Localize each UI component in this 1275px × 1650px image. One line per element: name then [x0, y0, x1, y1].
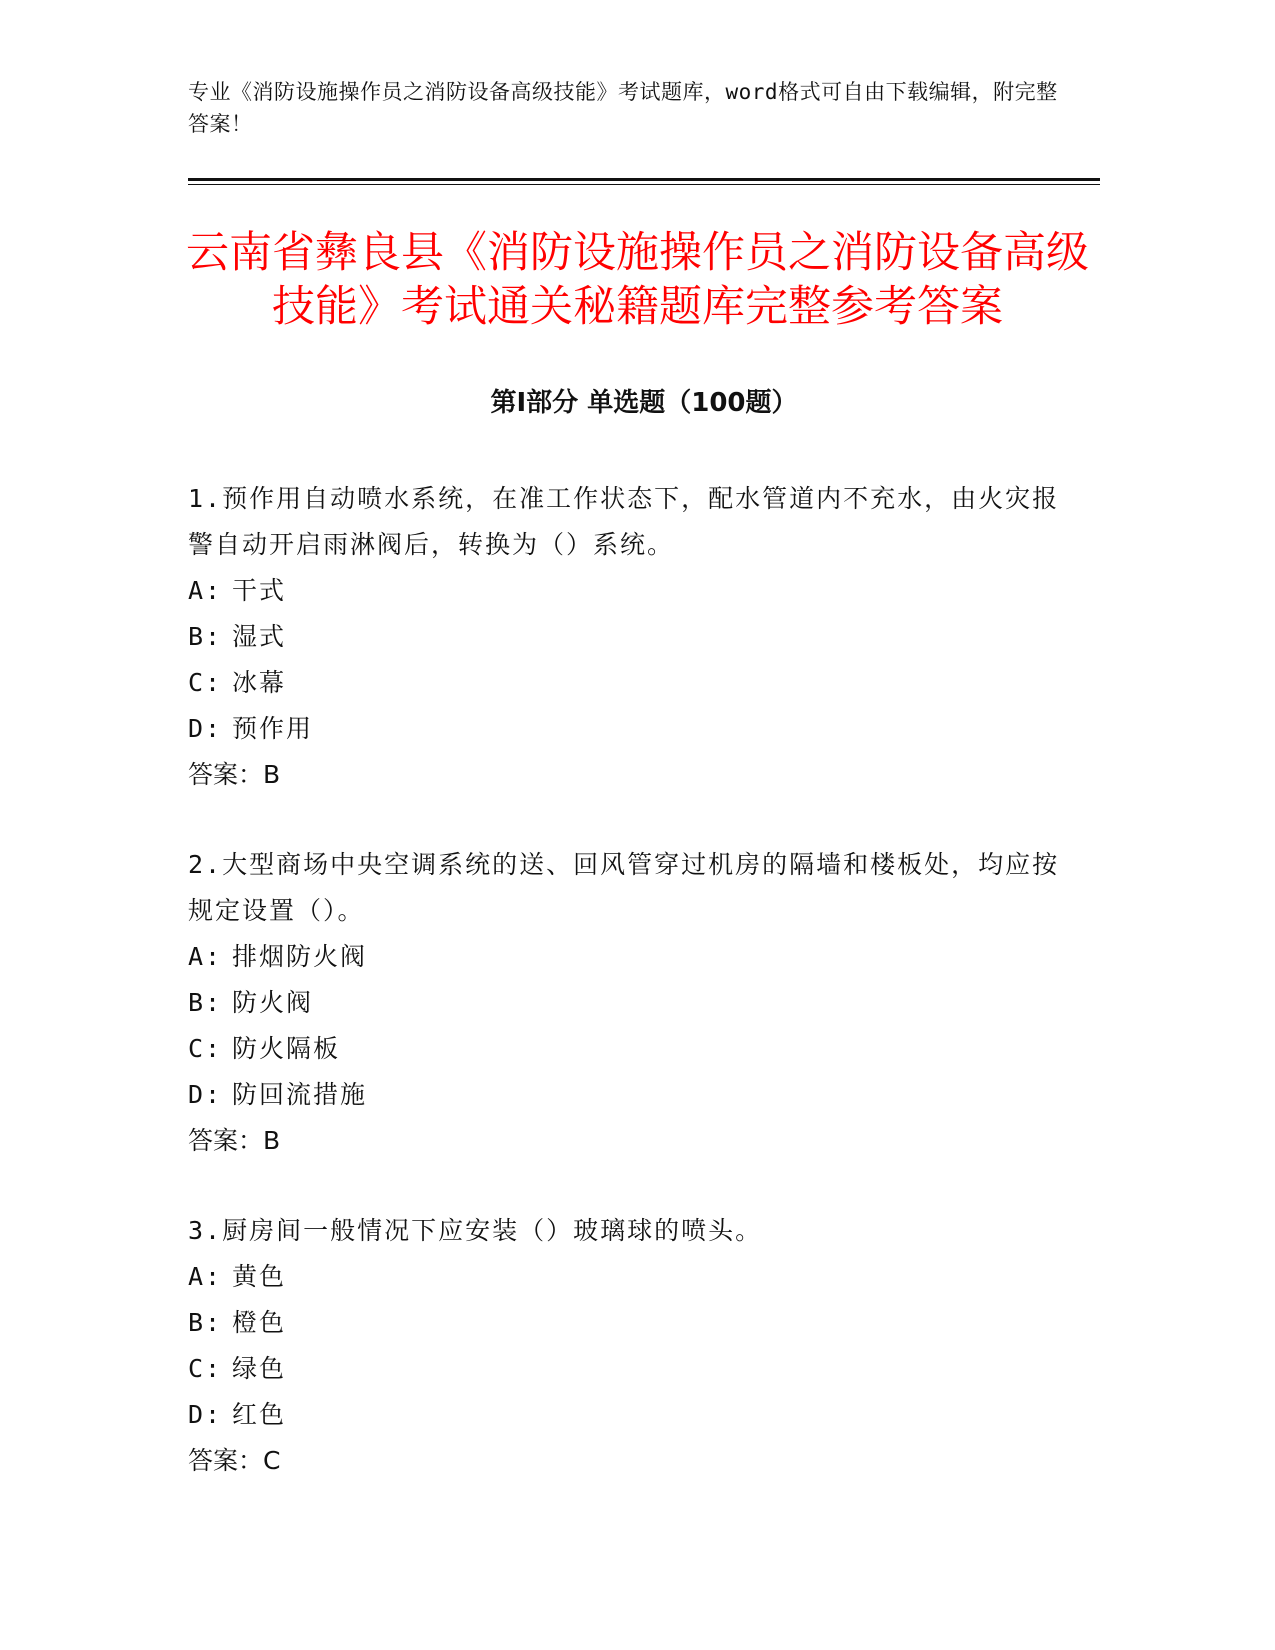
question-item [188, 476, 1068, 798]
option-text: 橙色 [232, 1308, 287, 1337]
option-letter: D: [188, 1400, 223, 1429]
option-text: 预作用 [232, 714, 314, 743]
option-text: 防火阀 [232, 988, 314, 1017]
option-b [188, 1300, 1068, 1346]
option-a [188, 568, 1068, 614]
option-text: 防回流措施 [232, 1080, 368, 1109]
option-c [188, 660, 1068, 706]
option-text: 冰幕 [232, 668, 287, 697]
option-a [188, 934, 1068, 980]
document-title: 云南省彝良县《消防设施操作员之消防设备高级技能》考试通关秘籍题库完整参考答案 [186, 228, 1089, 332]
question-list [188, 476, 1068, 1528]
answer-value: B [263, 1126, 281, 1155]
answer-label: 答案： [188, 1446, 264, 1475]
section-heading: 第Ⅰ部分 单选题（100题） [490, 388, 798, 418]
question-text: 2.大型商场中央空调系统的送、回风管穿过机房的隔墙和楼板处，均应按规定设置（）。 [188, 850, 1060, 925]
option-d [188, 1392, 1068, 1438]
header-note: 专业《消防设施操作员之消防设备高级技能》考试题库，word格式可自由下载编辑，附完整答案！ [188, 80, 1058, 136]
option-letter: A: [188, 942, 223, 971]
option-text: 排烟防火阀 [232, 942, 368, 971]
answer-line [188, 1118, 1068, 1164]
question-item [188, 1208, 1068, 1484]
option-letter: B: [188, 988, 223, 1017]
option-b [188, 614, 1068, 660]
answer-value: B [263, 760, 281, 789]
option-letter: C: [188, 1034, 223, 1063]
option-text: 红色 [232, 1400, 287, 1429]
header-divider-thick [188, 178, 1100, 181]
option-c [188, 1026, 1068, 1072]
question-item [188, 842, 1068, 1164]
option-text: 绿色 [232, 1354, 287, 1383]
option-letter: A: [188, 1262, 223, 1291]
option-b [188, 980, 1068, 1026]
option-text: 黄色 [232, 1262, 287, 1291]
header-divider-thin [188, 184, 1100, 185]
answer-label: 答案： [188, 760, 264, 789]
option-text: 湿式 [232, 622, 287, 651]
option-letter: D: [188, 1080, 223, 1109]
option-letter: A: [188, 576, 223, 605]
answer-label: 答案： [188, 1126, 264, 1155]
question-text: 3.厨房间一般情况下应安装（）玻璃球的喷头。 [188, 1216, 763, 1245]
option-d [188, 1072, 1068, 1118]
option-c [188, 1346, 1068, 1392]
answer-line [188, 1438, 1068, 1484]
option-text: 防火隔板 [232, 1034, 341, 1063]
option-letter: B: [188, 622, 223, 651]
option-letter: C: [188, 1354, 223, 1383]
option-letter: B: [188, 1308, 223, 1337]
answer-value: C [263, 1446, 281, 1475]
option-letter: D: [188, 714, 223, 743]
answer-line [188, 752, 1068, 798]
option-text: 干式 [232, 576, 287, 605]
option-a [188, 1254, 1068, 1300]
option-d [188, 706, 1068, 752]
question-text: 1.预作用自动喷水系统，在准工作状态下，配水管道内不充水，由火灾报警自动开启雨淋阀后，转换为（）系统。 [188, 484, 1060, 559]
option-letter: C: [188, 668, 223, 697]
